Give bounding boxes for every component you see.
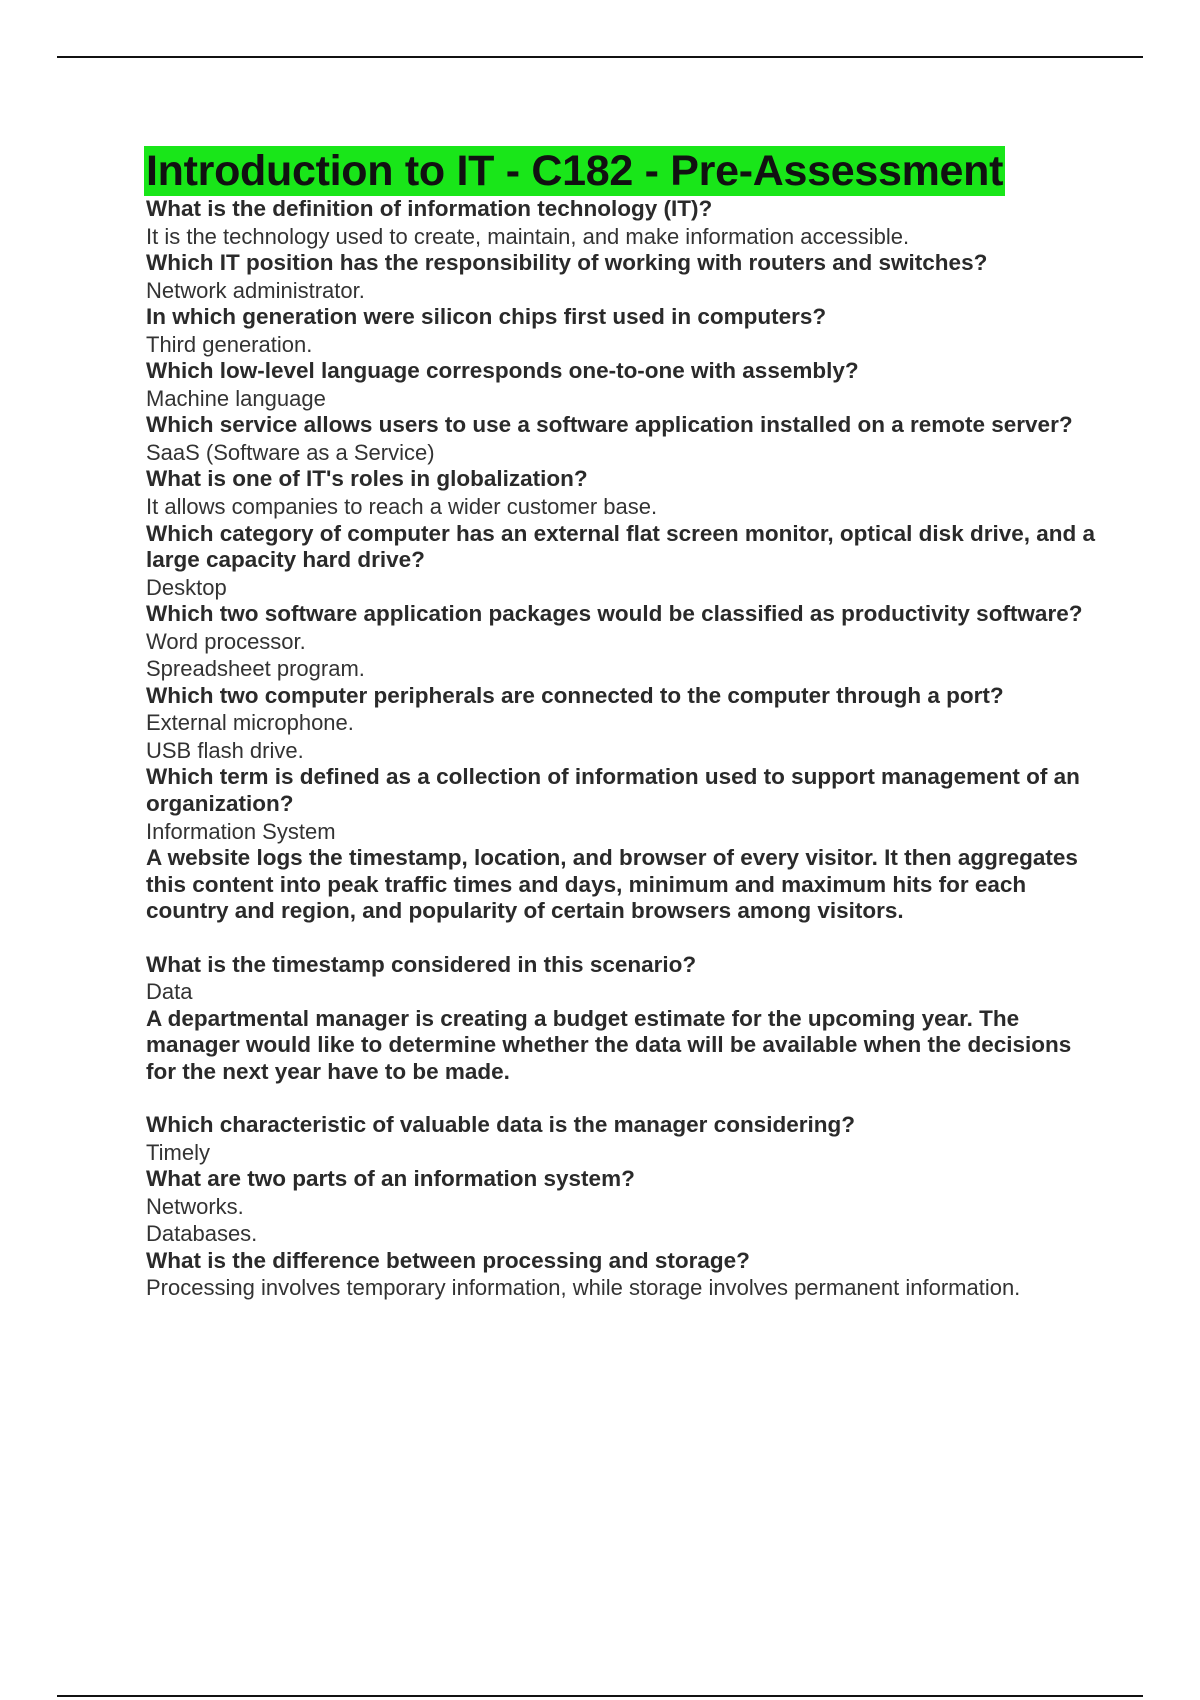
qa-item (146, 845, 1096, 1005)
qa-item (146, 601, 1096, 683)
document-title: Introduction to IT - C182 - Pre-Assessment (146, 147, 1004, 195)
qa-item (146, 1248, 1096, 1302)
question: Which category of computer has an external flat screen monitor, optical disk drive, and a large capacity hard drive? (146, 520, 1095, 573)
question: What is the definition of information technology (IT)? (146, 196, 713, 221)
answer: Machine language (146, 385, 326, 411)
qa-item (146, 358, 1096, 412)
qa-item (146, 764, 1096, 845)
qa-item (146, 521, 1096, 602)
question: Which IT position has the responsibility of working with routers and switches? (146, 250, 988, 276)
qa-item (146, 1166, 1096, 1248)
qa-item (146, 304, 1096, 358)
answer: Third generation. (146, 331, 313, 357)
question: A departmental manager is creating a budget estimate for the upcoming year. The manager would like to determine whether the data will be available when the decisions for the next year have to be made. Which characteristic of valuable data is the manager considering? (146, 1005, 1072, 1137)
qa-item (146, 196, 1096, 250)
qa-item (146, 466, 1096, 520)
answer: External microphone. USB flash drive. (146, 710, 354, 763)
question: Which term is defined as a collection of information used to support management of an organization? (146, 764, 1080, 817)
qa-item (146, 1006, 1096, 1166)
question: What is one of IT's roles in globalization? (146, 466, 588, 492)
question: Which low-level language corresponds one-to-one with assembly? (146, 358, 859, 384)
answer: Word processor. Spreadsheet program. (146, 628, 365, 682)
header-rule (57, 56, 1143, 58)
qa-item (146, 250, 1096, 304)
answer: Timely (146, 1139, 210, 1165)
answer: Desktop (146, 574, 227, 600)
question: A website logs the timestamp, location, and browser of every visitor. It then aggregates this content into peak traffic times and days, minimum and maximum hits for each country and region, and popularity of certain browsers among visitors. What is the timestamp considered in this scenario? (146, 845, 1078, 977)
answer: It allows companies to reach a wider customer base. (146, 494, 658, 520)
footer-rule (57, 1695, 1143, 1697)
qa-item (146, 683, 1096, 765)
answer: Information System (146, 818, 336, 844)
question: Which two computer peripherals are connected to the computer through a port? (146, 682, 1004, 708)
question: In which generation were silicon chips first used in computers? (146, 304, 827, 330)
answer: It is the technology used to create, maintain, and make information accessible. (146, 223, 910, 249)
qa-item (146, 412, 1096, 466)
question: What are two parts of an information system? (146, 1166, 635, 1192)
answer: SaaS (Software as a Service) (146, 439, 435, 465)
question: Which two software application packages would be classified as productivity software? (146, 601, 1083, 627)
document-body (146, 146, 1096, 1302)
question: What is the difference between processing and storage? (146, 1247, 750, 1273)
answer: Network administrator. (146, 277, 365, 303)
answer: Networks. Databases. (146, 1193, 258, 1247)
answer: Processing involves temporary information, while storage involves permanent information. (146, 1275, 1021, 1301)
question: Which service allows users to use a software application installed on a remote server? (146, 412, 1073, 438)
answer: Data (146, 979, 193, 1005)
